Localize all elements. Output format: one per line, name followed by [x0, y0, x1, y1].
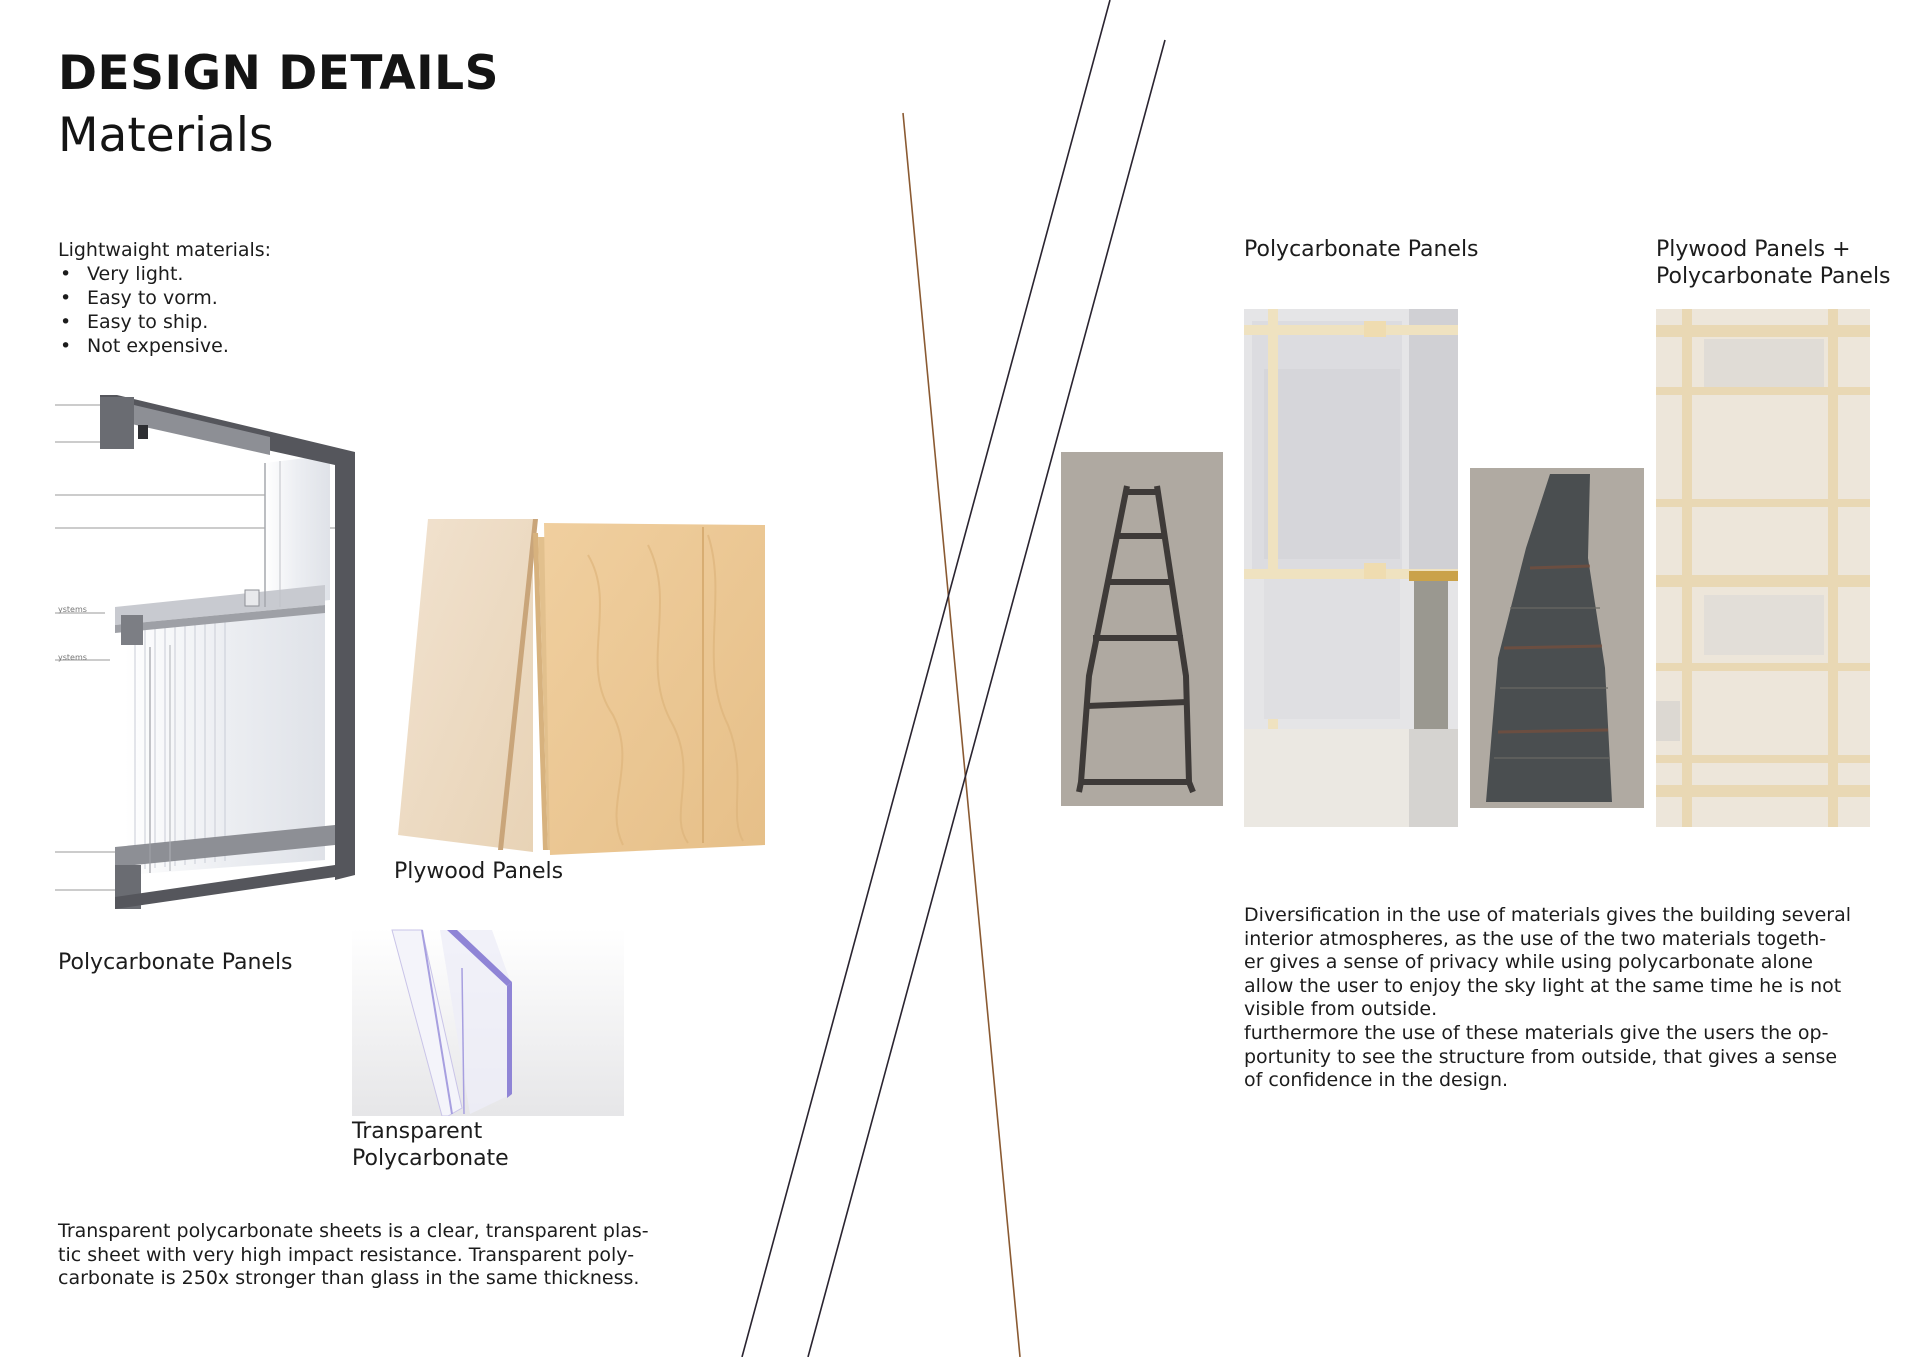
transparent-polycarbonate-image [352, 928, 624, 1116]
description-line: allow the user to enjoy the sky light at the same time he is not [1244, 974, 1842, 997]
polycarbonate-panels-label: Polycarbonate Panels [58, 950, 293, 975]
callout-label: ystems [58, 605, 87, 614]
description-line: tic sheet with very high impact resistance. Transparent poly- [58, 1243, 635, 1266]
transparent-label-line2: Polycarbonate [352, 1146, 509, 1171]
description-line: of confidence in the design. [1244, 1069, 1509, 1092]
polycarbonate-panel-render [1244, 309, 1458, 827]
description-line: carbonate is 250x stronger than glass in the same thickness. [58, 1267, 640, 1290]
plywood-panels-label: Plywood Panels [394, 859, 564, 884]
ladder-frame-model-photo [1061, 452, 1223, 806]
plywood-panels-image [398, 515, 778, 875]
intro-heading: Lightwaight materials: [58, 239, 272, 261]
list-item: • Easy to vorm. [58, 286, 271, 310]
right-polycarbonate-label: Polycarbonate Panels [1244, 237, 1479, 262]
combo-label-line1: Plywood Panels + [1656, 237, 1851, 262]
transparent-polycarbonate-description [58, 1220, 649, 1291]
list-item: • Easy to ship. [58, 310, 271, 334]
description-line: Diversification in the use of materials gives the building several [1244, 904, 1851, 926]
intro-bullet-list [58, 262, 271, 358]
plywood-polycarbonate-panel-render [1656, 309, 1870, 827]
transparent-polycarbonate-label [352, 1118, 509, 1172]
transparent-label-line1: Transparent [352, 1119, 483, 1144]
polycarbonate-frame-image [55, 385, 365, 915]
list-item: • Not expensive. [58, 334, 271, 358]
page-subtitle: Materials [58, 108, 274, 163]
list-item: • Very light. [58, 262, 271, 286]
page-title: DESIGN DETAILS [58, 46, 499, 101]
description-line: furthermore the use of these materials give the users the op- [1244, 1021, 1829, 1044]
dark-panel-model-photo [1470, 468, 1644, 808]
description-line: Transparent polycarbonate sheets is a clear, transparent plas- [58, 1220, 649, 1242]
description-line: visible from outside. [1244, 998, 1438, 1021]
description-line: interior atmospheres, as the use of the two materials togeth- [1244, 927, 1827, 950]
right-description [1244, 904, 1851, 1093]
plywood-plus-polycarbonate-label [1656, 236, 1891, 290]
callout-label: ystems [58, 653, 87, 662]
materials-intro [58, 238, 271, 358]
description-line: er gives a sense of privacy while using polycarbonate alone [1244, 951, 1813, 974]
description-line: portunity to see the structure from outside, that gives a sense [1244, 1045, 1838, 1068]
combo-label-line2: Polycarbonate Panels [1656, 264, 1891, 289]
